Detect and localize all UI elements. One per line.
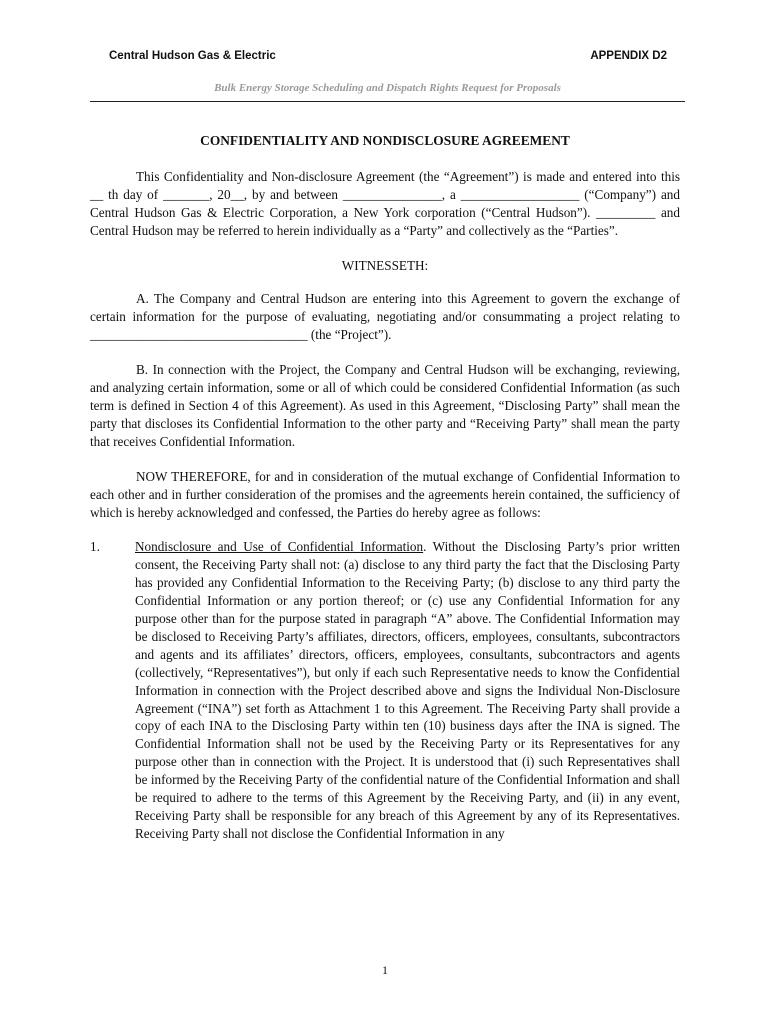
header-divider <box>90 101 685 102</box>
header-appendix-label: APPENDIX D2 <box>590 50 667 62</box>
section-1-text <box>135 538 680 842</box>
recital-a-paragraph: A. The Company and Central Hudson are entering into this Agreement to govern the exchange of certain information for the purpose of evaluating, negotiating and/or consummating a project relating to _________________________________ (the “Project”). <box>90 291 680 343</box>
recital-b-paragraph: B. In connection with the Project, the Company and Central Hudson will be exchanging, reviewing, and analyzing certain information, some or all of which could be considered Confidential Information (as such term is defined in Section 4 of this Agreement). As used in this Agreement, “Disclosing Party” shall mean the party that discloses its Confidential Information to the other party and “Receiving Party” shall mean the party that receives Confidential Information. <box>90 362 680 449</box>
header-rfp-subtitle: Bulk Energy Storage Scheduling and Dispatch Rights Request for Proposals <box>214 82 561 94</box>
section-1-body: . Without the Disclosing Party’s prior written consent, the Receiving Party shall not: (a) disclose to any third party the fact that the Disclosing Party has provided any Confidential Information to the Receiving Party; (b) disclose to any third party the Confidential Information or any portion thereof; or (c) use any Confidential Information for any purpose other than for the purpose stated in paragraph “A” above. The Confidential Information may be disclosed to Receiving Party’s affiliates, directors, officers, employees, consultants, subcontractors and agents and its affiliates’ directors, officers, employees, consultants, subcontractors and agents (collectively, “Representatives”), but only if each such Representative needs to know the Confidential Information in connection with the Project described above and signs the Individual Non-Disclosure Agreement (“INA”) set forth as Attachment 1 to this Agreement. The Receiving Party shall provide a copy of each INA to the Disclosing Party within ten (10) business days after the INA is signed. The Confidential Information shall not be used by the Receiving Party or its Representatives for any purpose other than in connection with the Project. It is understood that (i) such Representatives shall be informed by the Receiving Party of the confidential nature of the Confidential Information and shall be required to adhere to the terms of this Agreement by the Receiving Party, and (ii) in any event, Receiving Party shall be responsible for any breach of this Agreement by any of its Representatives. Receiving Party shall not disclose the Confidential Information in any <box>135 539 680 841</box>
intro-paragraph: This Confidentiality and Non-disclosure Agreement (the “Agreement”) is made and entered into this __ th day of _______, 20__, by and between _______________, a __________________ (“Company”) and Central Hudson Gas & Electric Corporation, a New York corporation (“Central Hudson”). _________ and Central Hudson may be referred to herein individually as a “Party” and collectively as the “Parties”. <box>90 168 680 238</box>
document-body <box>90 132 680 843</box>
page-number: 1 <box>382 963 388 977</box>
now-therefore-paragraph: NOW THEREFORE, for and in consideration of the mutual exchange of Confidential Information to each other and in further consideration of the promises and the agreements herein contained, the sufficiency of which is hereby acknowledged and confessed, the Parties do hereby agree as follows: <box>90 468 680 520</box>
document-title: CONFIDENTIALITY AND NONDISCLOSURE AGREEMENT <box>200 133 570 148</box>
section-1-heading: Nondisclosure and Use of Confidential Information <box>135 539 424 555</box>
header-company-name: Central Hudson Gas & Electric <box>109 50 276 62</box>
section-1-number: 1. <box>90 539 100 555</box>
section-1 <box>90 538 680 842</box>
witnesseth-heading: WITNESSETH: <box>341 257 429 273</box>
